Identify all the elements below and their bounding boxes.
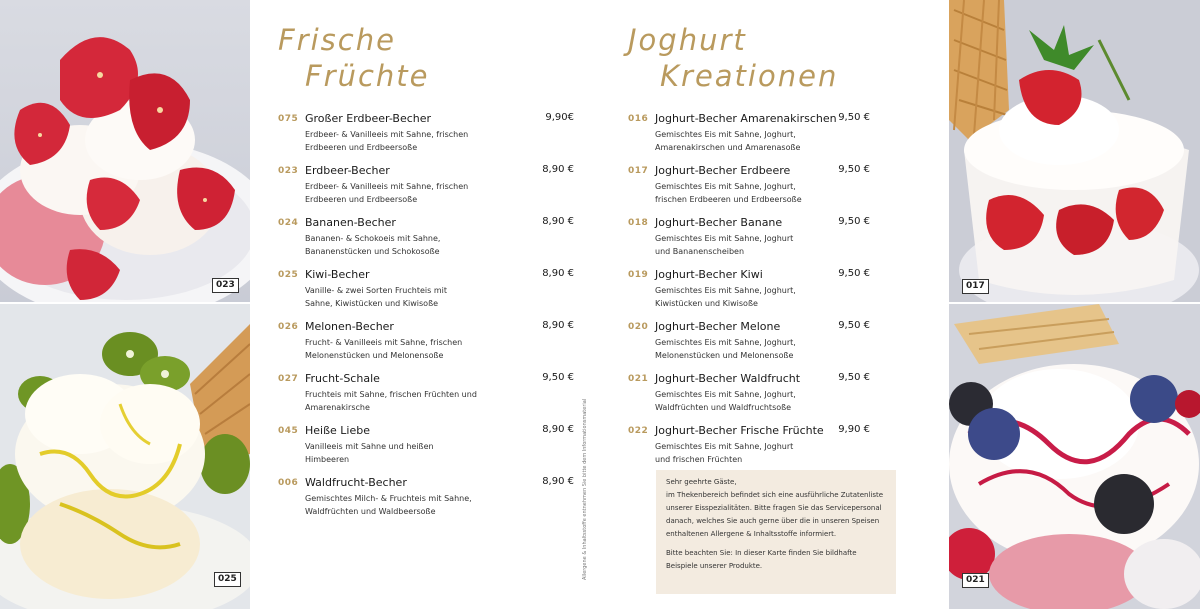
item-description [305,440,434,466]
item-name: Joghurt-Becher Amarenakirschen [655,112,837,125]
item-name: Frucht-Schale [305,372,380,385]
photo-kiwi-cup [0,304,250,609]
item-description [655,180,802,206]
notice-line: unserer Eisspezialitäten. Bitte fragen Sie das Servicepersonal [666,504,882,512]
desc-line: Fruchteis mit Sahne, frischen Früchten und [305,390,477,399]
allergen-side-note [582,400,592,580]
item-description [305,492,472,518]
item-description [305,388,477,414]
item-name: Joghurt-Becher Melone [655,320,781,333]
desc-line: Sahne, Kiwistücken und Kiwisoße [305,299,439,308]
desc-line: Kiwistücken und Kiwisoße [655,299,758,308]
item-name: Heiße Liebe [305,424,370,437]
yogurt-forest-fruit-cup-image [949,304,1200,609]
item-price: 9,50 € [838,216,870,227]
desc-line: Melonenstücken und Melonensoße [305,351,444,360]
photo-tag: 021 [962,573,989,588]
item-name: Joghurt-Becher Kiwi [655,268,763,281]
desc-line: Erdbeeren und Erdbeersoße [305,195,418,204]
item-name: Joghurt-Becher Waldfrucht [655,372,801,385]
desc-line: Erdbeeren und Erdbeersoße [305,143,418,152]
strawberry-cup-image [0,0,250,302]
desc-line: Bananen- & Schokoeis mit Sahne, [305,234,441,243]
title-line: Frische [278,23,396,57]
item-number: 026 [278,322,299,332]
photo-tag: 017 [962,279,989,294]
item-price: 8,90 € [542,476,574,487]
photo-tag: 023 [212,278,239,293]
item-description [655,232,793,258]
item-number: 024 [278,218,299,228]
menu-list-frische [278,112,574,532]
kiwi-cup-image [0,304,250,609]
side-note-text: Allergene & Inhaltsstoffe entnehmen Sie bitte dem Informationsmaterial [582,398,588,580]
notice-line: im Thekenbereich befindet sich eine ausführliche Zutatenliste [666,491,884,499]
item-name: Joghurt-Becher Erdbeere [655,164,791,177]
item-description [655,388,796,414]
item-description [655,128,800,154]
item-number: 017 [628,166,649,176]
menu-list-joghurt [628,112,870,472]
item-price: 9,90 € [838,424,870,435]
desc-line: Gemischtes Eis mit Sahne, Joghurt, [655,390,796,399]
desc-line: Frucht- & Vanilleeis mit Sahne, frischen [305,338,463,347]
item-name: Erdbeer-Becher [305,164,390,177]
desc-line: Waldfrüchten und Waldfruchtsoße [655,403,792,412]
item-price: 8,90 € [542,216,574,227]
desc-line: und frischen Früchten [655,455,743,464]
item-description [655,284,796,310]
section-title-joghurt-kreationen [628,22,838,94]
desc-line: Himbeeren [305,455,350,464]
title-line: Kreationen [660,59,839,93]
item-name: Joghurt-Becher Frische Früchte [655,424,824,437]
item-price: 8,90 € [542,268,574,279]
item-number: 045 [278,426,299,436]
item-price: 9,50 € [838,112,870,123]
item-description [655,336,796,362]
desc-line: Amarenakirsche [305,403,370,412]
photo-tag: 025 [214,572,241,587]
item-name: Joghurt-Becher Banane [655,216,783,229]
item-price: 9,90€ [545,112,574,123]
notice-line: enthaltenen Allergene & Inhaltsstoffe informiert. [666,530,837,538]
desc-line: Melonenstücken und Melonensoße [655,351,794,360]
desc-line: Gemischtes Eis mit Sahne, Joghurt [655,442,794,451]
desc-line: frischen Erdbeeren und Erdbeersoße [655,195,802,204]
desc-line: Erdbeer- & Vanilleeis mit Sahne, frischen [305,182,469,191]
desc-line: Waldfrüchten und Waldbeersoße [305,507,436,516]
notice-line: Bitte beachten Sie: In dieser Karte finden Sie bildhafte [666,549,857,557]
item-number: 025 [278,270,299,280]
item-price: 9,50 € [542,372,574,383]
item-price: 9,50 € [838,320,870,331]
desc-line: Gemischtes Eis mit Sahne, Joghurt [655,234,794,243]
item-number: 027 [278,374,299,384]
desc-line: Gemischtes Eis mit Sahne, Joghurt, [655,130,796,139]
desc-line: und Bananenscheiben [655,247,745,256]
desc-line: Gemischtes Eis mit Sahne, Joghurt, [655,182,796,191]
desc-line: Vanilleeis mit Sahne und heißen [305,442,434,451]
photo-strawberry-cup [0,0,250,302]
item-description [655,440,793,466]
item-number: 021 [628,374,649,384]
item-name: Waldfrucht-Becher [305,476,407,489]
item-description [305,128,468,154]
notice-line: danach, welches Sie auch gerne über die in unseren Speisen [666,517,880,525]
desc-line: Gemischtes Eis mit Sahne, Joghurt, [655,338,796,347]
notice-line: Beispiele unserer Produkte. [666,562,763,570]
desc-line: Erdbeer- & Vanilleeis mit Sahne, frischen [305,130,469,139]
item-name: Großer Erdbeer-Becher [305,112,432,125]
photo-yogurt-strawberry-cup [949,0,1200,302]
item-number: 022 [628,426,649,436]
item-number: 019 [628,270,649,280]
desc-line: Amarenakirschen und Amarenasoße [655,143,801,152]
title-line: Joghurt [628,23,747,57]
title-line: Früchte [305,59,430,93]
item-description [305,232,440,258]
item-number: 075 [278,114,299,124]
item-price: 8,90 € [542,424,574,435]
item-name: Kiwi-Becher [305,268,370,281]
item-name: Bananen-Becher [305,216,396,229]
item-number: 006 [278,478,299,488]
desc-line: Gemischtes Eis mit Sahne, Joghurt, [655,286,796,295]
item-name: Melonen-Becher [305,320,394,333]
item-number: 018 [628,218,649,228]
item-number: 016 [628,114,649,124]
item-description [305,336,462,362]
item-price: 9,50 € [838,268,870,279]
item-price: 8,90 € [542,164,574,175]
item-price: 8,90 € [542,320,574,331]
photo-yogurt-forest-fruit-cup [949,304,1200,609]
desc-line: Bananenstücken und Schokosoße [305,247,440,256]
item-price: 9,50 € [838,164,870,175]
item-number: 023 [278,166,299,176]
desc-line: Vanille- & zwei Sorten Fruchteis mit [305,286,447,295]
item-description [305,284,447,310]
item-description [305,180,468,206]
desc-line: Gemischtes Milch- & Fruchteis mit Sahne, [305,494,472,503]
guest-notice-box [656,470,896,594]
yogurt-strawberry-cup-image [949,0,1200,302]
section-title-frische-fruechte [278,22,430,94]
item-number: 020 [628,322,649,332]
item-price: 9,50 € [838,372,870,383]
notice-line: Sehr geehrte Gäste, [666,478,737,486]
